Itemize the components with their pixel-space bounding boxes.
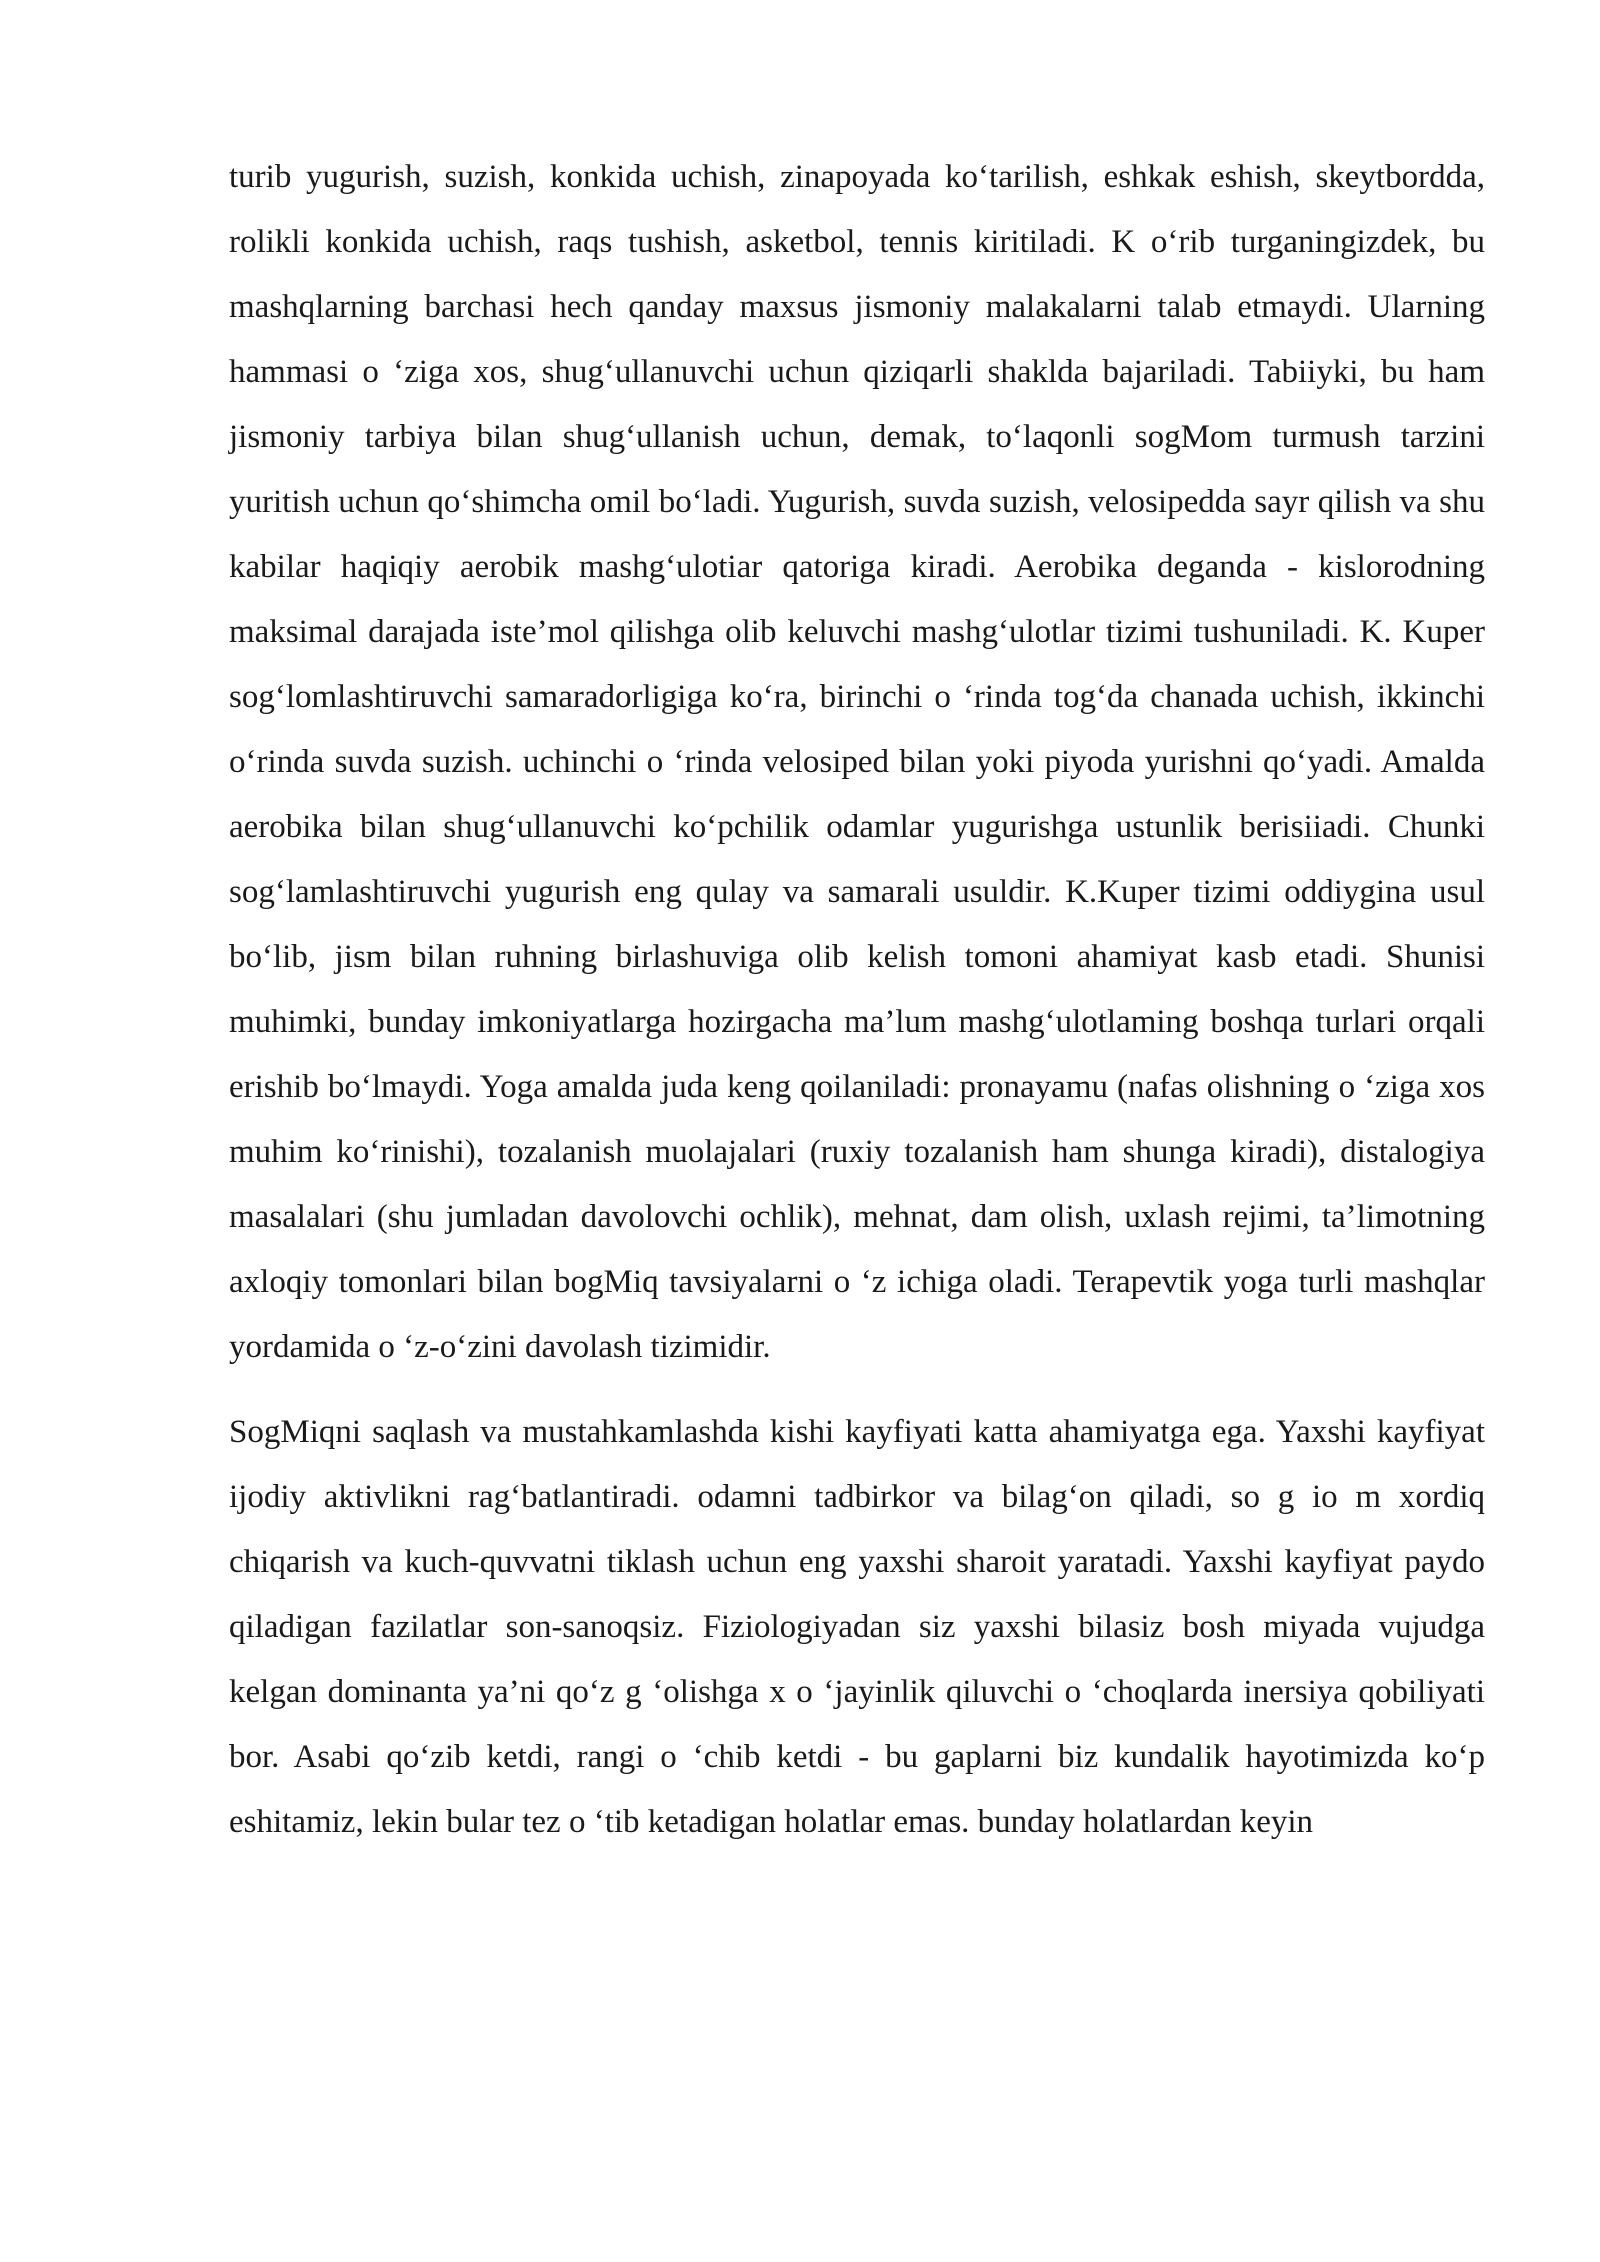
paragraph-2: SogMiqni saqlash va mustahkamlashda kishi kayfiyati katta ahamiyatga ega. Yaxshi kayfiyat ijodiy aktivlikni rag‘batlantiradi. odamni tadbirkor va bilag‘on qiladi, so g io m xordiq chiqarish va kuch-quvvatni tiklash uchun eng yaxshi sharoit yaratadi. Yaxshi kayfiyat paydo qiladigan fazilatlar son-sanoqsiz. Fiziologiyadan siz yaxshi bilasiz bosh miyada vujudga kelgan dominanta ya’ni qo‘z g ‘olishga x o ‘jayinlik qiluvchi o ‘choqlarda inersiya qobiliyati bor. Asabi qo‘zib ketdi, rangi o ‘chib ketdi - bu gaplarni biz kundalik hayotimizda ko‘p eshitamiz, lekin bular tez o ‘tib ketadigan holatlar emas. bunday holatlardan keyin: [229, 1414, 1485, 1840]
document-body: [229, 145, 1485, 1855]
paragraph-1: turib yugurish, suzish, konkida uchish, zinapoyada ko‘tarilish, eshkak eshish, skeytbordda, rolikli konkida uchish, raqs tushish, asketbol, tennis kiritiladi. K o‘rib turganingizdek, bu mashqlarning barchasi hech qanday maxsus jismoniy malakalarni talab etmaydi. Ularning hammasi o ‘ziga xos, shug‘ullanuvchi uchun qiziqarli shaklda bajariladi. Tabiiyki, bu ham jismoniy tarbiya bilan shug‘ullanish uchun, demak, to‘laqonli sogMom turmush tarzini yuritish uchun qo‘shimcha omil bo‘ladi. Yugurish, suvda suzish, velosipedda sayr qilish va shu kabilar haqiqiy aerobik mashg‘ulotiar qatoriga kiradi. Aerobika deganda - kislorodning maksimal darajada iste’mol qilishga olib keluvchi mashg‘ulotlar tizimi tushuniladi. K. Kuper sog‘lomlashtiruvchi samaradorligiga ko‘ra, birinchi o ‘rinda tog‘da chanada uchish, ikkinchi o‘rinda suvda suzish. uchinchi o ‘rinda velosiped bilan yoki piyoda yurishni qo‘yadi. Amalda aerobika bilan shug‘ullanuvchi ko‘pchilik odamlar yugurishga ustunlik berisiiadi. Chunki sog‘lamlashtiruvchi yugurish eng qulay va samarali usuldir. K.Kuper tizimi oddiygina usul bo‘lib, jism bilan ruhning birlashuviga olib kelish tomoni ahamiyat kasb etadi. Shunisi muhimki, bunday imkoniyatlarga hozirgacha ma’lum mashg‘ulotlaming boshqa turlari orqali erishib bo‘lmaydi. Yoga amalda juda keng qoilaniladi: pronayamu (nafas olishning o ‘ziga xos muhim ko‘rinishi), tozalanish muolajalari (ruxiy tozalanish ham shunga kiradi), distalogiya masalalari (shu jumladan davolovchi ochlik), mehnat, dam olish, uxlash rejimi, ta’limotning axloqiy tomonlari bilan bogMiq tavsiyalarni o ‘z ichiga oladi. Terapevtik yoga turli mashqlar yordamida o ‘z-o‘zini davolash tizimidir.: [229, 159, 1485, 1365]
